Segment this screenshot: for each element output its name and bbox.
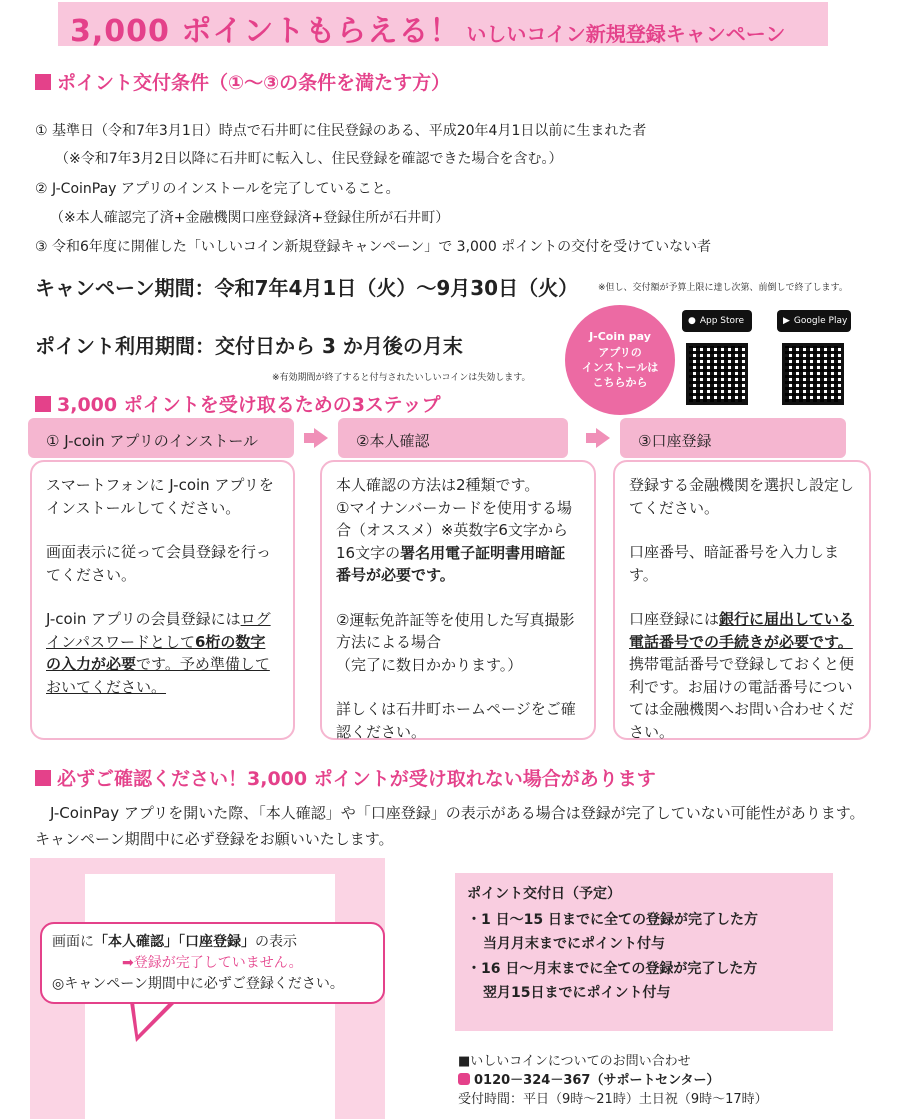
campaign-period: キャンペーン期間：令和7年4月1日（火）～9月30日（火） [35,276,579,300]
step3-header: ③口座登録 [620,418,846,458]
campaign-period-note: ※但し、交付額が予算上限に達し次第、前倒しで終了します。 [598,283,848,293]
play-icon: ▶ [783,316,790,326]
condition-3: ③ 令和6年度に開催した「いしいコイン新規登録キャンペーン」で 3,000 ポイントの交付を受けていない者 [35,239,712,255]
phone-icon [458,1073,470,1085]
square-bullet-icon [35,396,51,412]
square-bullet-icon [35,770,51,786]
step1-box: スマートフォンに J-coin アプリをインストールしてください。 画面表示に従って会員登録を行ってください。 J-coin アプリの会員登録にはログインパスワードとして6桁の数字の入力が必要です。予め準備しておいてください。 [30,460,295,740]
title-main: 3,000 ポイントもらえる！ [70,14,461,49]
arrow-right-icon [314,428,328,448]
contact-hours: 受付時間：平日（9時～21時）土日祝（9時～17時） [458,1091,768,1107]
conditions-heading: ポイント交付条件（①～③の条件を満たす方） [35,68,450,95]
arrow-right-icon [596,428,610,448]
contact-phone[interactable]: 0120－324－367（サポートセンター） [458,1072,768,1091]
bubble-tail-inner [134,1002,170,1035]
condition-1: ① 基準日（令和7年3月1日）時点で石井町に住民登録のある、平成20年4月1日以前に生まれた者 [35,123,647,139]
steps-heading: 3,000 ポイントを受け取るための3ステップ [35,390,441,417]
condition-1-note: （※令和7年3月2日以降に石井町に転入し、住民登録を確認できた場合を含む。） [55,151,563,167]
warning-heading: 必ずご確認ください！3,000 ポイントが受け取れない場合があります [35,764,656,791]
title-sub: いしいコイン新規登録キャンペーン [466,22,786,46]
schedule-box: ポイント交付日（予定） ・1 日～15 日までに全ての登録が完了した方 当月月末までにポイント付与 ・16 日～月末までに全ての登録が完了した方 翌月15日までにポイント付与 [455,873,833,1031]
step3-box: 登録する金融機関を選択し設定してください。 口座番号、暗証番号を入力します。 口座登録には銀行に届出している電話番号での手続きが必要です。携帯電話番号で登録しておくと便利です。お届けの電話番号については金融機関へお問い合わせください。 [613,460,871,740]
app-store-badge[interactable]: ● App Store [682,310,752,332]
step2-header: ②本人確認 [338,418,568,458]
condition-2-note: （※本人確認完了済+金融機関口座登録済+登録住所が石井町） [50,210,450,226]
contact-info [458,1053,768,1110]
condition-2: ② J-CoinPay アプリのインストールを完了していること。 [35,181,400,197]
warning-body: J-CoinPay アプリを開いた際、「本人確認」や「口座登録」の表示がある場合は登録が完了していない可能性があります。キャンペーン期間中に必ず登録をお願いいたします。 [35,804,865,849]
page-title [70,6,850,50]
contact-title: ■いしいコインについてのお問い合わせ [458,1054,691,1069]
apple-icon: ● [688,316,696,326]
app-store-qr-code[interactable] [686,343,748,405]
square-bullet-icon [35,74,51,90]
speech-bubble: 画面に「本人確認」「口座登録」の表示 ➡登録が完了していません。 ◎キャンペーン期間中に必ずご登録ください。 [40,922,385,1004]
google-play-badge[interactable]: ▶ Google Play [777,310,851,332]
usage-period-note: ※有効期間が終了すると付与されたいしいコインは失効します。 [272,373,531,383]
schedule-title: ポイント交付日（予定） [467,886,621,902]
step2-box: 本人確認の方法は2種類です。 ①マイナンバーカードを使用する場合（オススメ）※英数字6文字から16文字の署名用電子証明書用暗証番号が必要です。 ②運転免許証等を使用した写真撮影方法による場合 （完了に数日かかります。） 詳しくは石井町ホームページをご確認ください。 [320,460,596,740]
app-install-circle[interactable]: J-Coin pay アプリの インストールは こちらから [565,305,675,415]
google-play-qr-code[interactable] [782,343,844,405]
step1-header: ① J-coin アプリのインストール [28,418,294,458]
usage-period: ポイント利用期間：交付日から 3 か月後の月末 [35,334,463,358]
